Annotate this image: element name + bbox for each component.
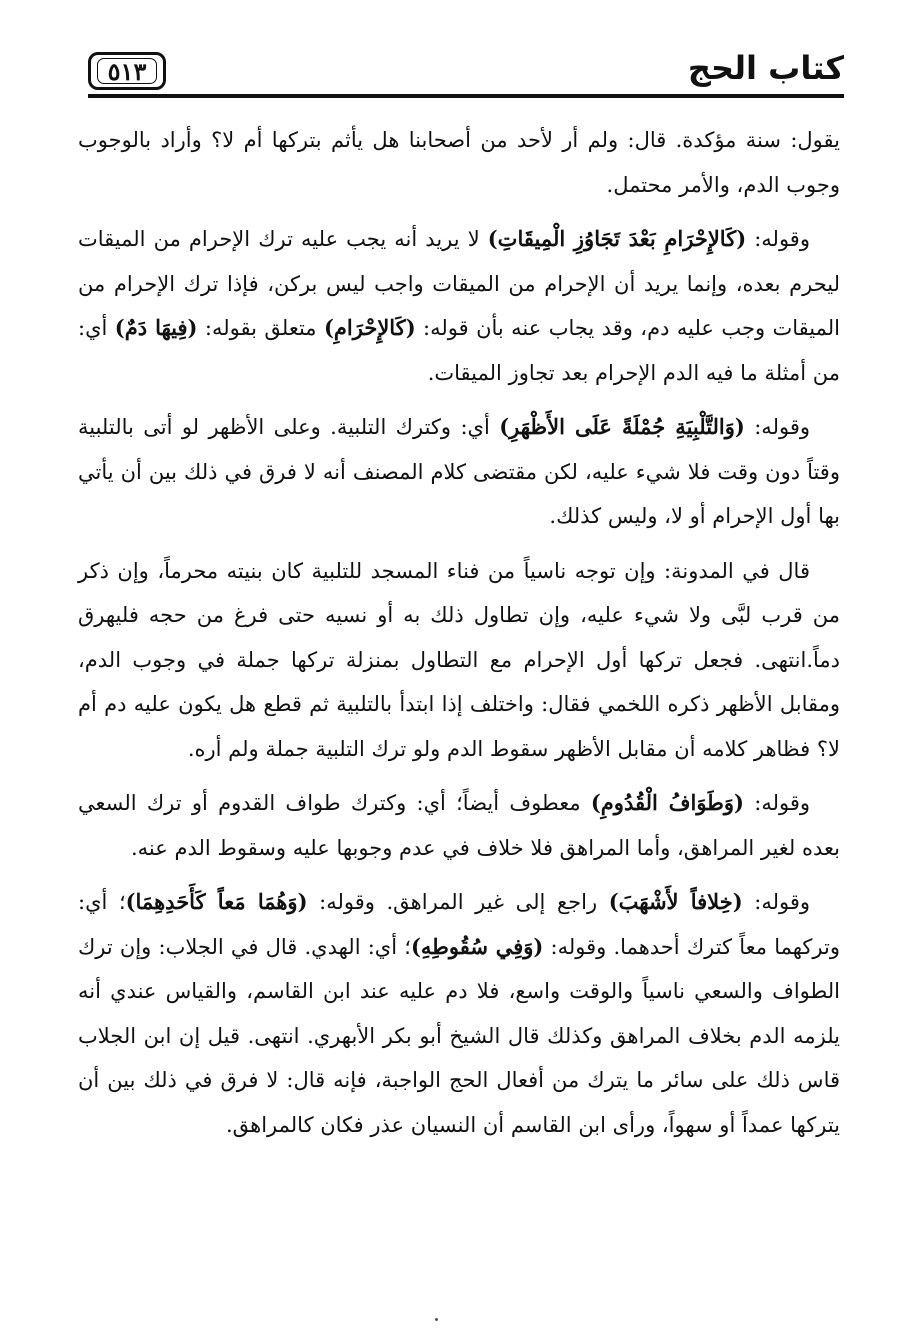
quoted-matn: (كَالإِحْرَامِ بَعْدَ تَجَاوُزِ الْمِيقَاتِ) xyxy=(487,226,747,251)
page-header xyxy=(88,48,844,106)
text-segment: وقوله: xyxy=(744,415,810,439)
quoted-matn: (وَطَوَافُ الْقُدُومِ) xyxy=(590,790,744,815)
text-segment: ؛ أي: الهدي. قال في الجلاب: وإن ترك الطواف والسعي ناسياً والوقت واسع، فلا دم عليه عند ابن القاسم، والقياس عندي أنه يلزمه الدم بخلاف المراهق وكذلك قال الشيخ أبو بكر الأبهري. انتهى. قيل إن ابن الجلاب قاس ذلك على سائر ما يترك من أفعال الحج الواجبة، فإنه قال: لا فرق في ذلك بين أن يتركها عمداً أو سهواً، ورأى ابن القاسم أن النسيان عذر فكان كالمراهق. xyxy=(78,934,840,1137)
text-segment: قال في المدونة: وإن توجه ناسياً من فناء المسجد للتلبية كان بنيته محرماً، وإن ذكر من قرب لبَّى ولا شيء عليه، وإن تطاول ذلك به أو نسيه حتى فرغ من حجه فليهرق دماً.انتهى. فجعل تركها أول الإحرام مع التطاول بمنزلة تركها جملة في وجوب الدم، ومقابل الأظهر ذكره اللخمي فقال: واختلف إذا ابتدأ بالتلبية ثم قطع هل يكون عليه دم أم لا؟ فظاهر كلامه أن مقابل الأظهر سقوط الدم ولو ترك التلبية جملة ولم أره. xyxy=(78,558,840,761)
text-segment: أي: وكترك التلبية. وعلى الأظهر لو أتى بالتلبية وقتاً دون وقت فلا شيء عليه، لكن مقتضى كلام المصنف أنه لا فرق في ذلك بين أن يأتي بها أول الإحرام أو لا، وليس كذلك. xyxy=(78,415,840,528)
paragraph xyxy=(78,405,840,539)
text-segment: أي: من أمثلة ما فيه الدم الإحرام بعد تجاوز الميقات. xyxy=(78,316,840,385)
page-number: ٥١٣ xyxy=(88,52,166,90)
paragraph xyxy=(78,880,840,1147)
text-segment: راجع إلى غير المراهق. وقوله: xyxy=(307,890,609,914)
header-rule xyxy=(88,94,844,98)
quoted-matn: (فِيهَا دَمٌ) xyxy=(114,315,198,340)
quoted-matn: (وَفِي سُقُوطِهِ) xyxy=(410,933,544,959)
text-segment: وقوله: xyxy=(742,890,810,914)
text-segment: متعلق بقوله: xyxy=(197,316,324,340)
quoted-matn: (وَهُمَا مَعاً كَأَحَدِهِمَا) xyxy=(125,889,308,914)
quoted-matn: (وَالتَّلْبِيَةِ جُمْلَةً عَلَى الأَظْهَرِ) xyxy=(499,414,745,439)
page-speck xyxy=(435,1318,438,1321)
chapter-title: كتاب الحج xyxy=(687,49,844,87)
text-segment: يقول: سنة مؤكدة. قال: ولم أر لأحد من أصحابنا هل يأثم بتركها أم لا؟ وأراد بالوجوب وجوب الدم، والأمر محتمل. xyxy=(78,128,840,197)
paragraph xyxy=(78,118,840,207)
text-segment: وقوله: xyxy=(746,227,810,251)
quoted-matn: (خِلافاً لأَشْهَبَ) xyxy=(608,889,743,914)
text-segment: وقوله: xyxy=(743,791,810,815)
quoted-matn: (كَالإِحْرَامِ) xyxy=(323,315,416,340)
text-segment: لا يريد أنه يجب عليه ترك الإحرام من الميقات ليحرم بعده، وإنما يريد أن الإحرام من الميقات واجب ليس بركن، فإذا ترك الإحرام من الميقات وجب عليه دم، وقد يجاب عنه بأن قوله: xyxy=(78,227,840,340)
paragraph xyxy=(78,549,840,772)
paragraph xyxy=(78,217,840,395)
text-segment: معطوف أيضاً؛ أي: وكترك طواف القدوم أو ترك السعي بعده لغير المراهق، وأما المراهق فلا خلاف في عدم وجوبها عليه وسقوط الدم عنه. xyxy=(78,791,840,860)
main-text xyxy=(78,118,840,1157)
text-segment: ؛ أي: وتركهما معاً كترك أحدهما. وقوله: xyxy=(78,890,840,959)
paragraph xyxy=(78,781,840,870)
